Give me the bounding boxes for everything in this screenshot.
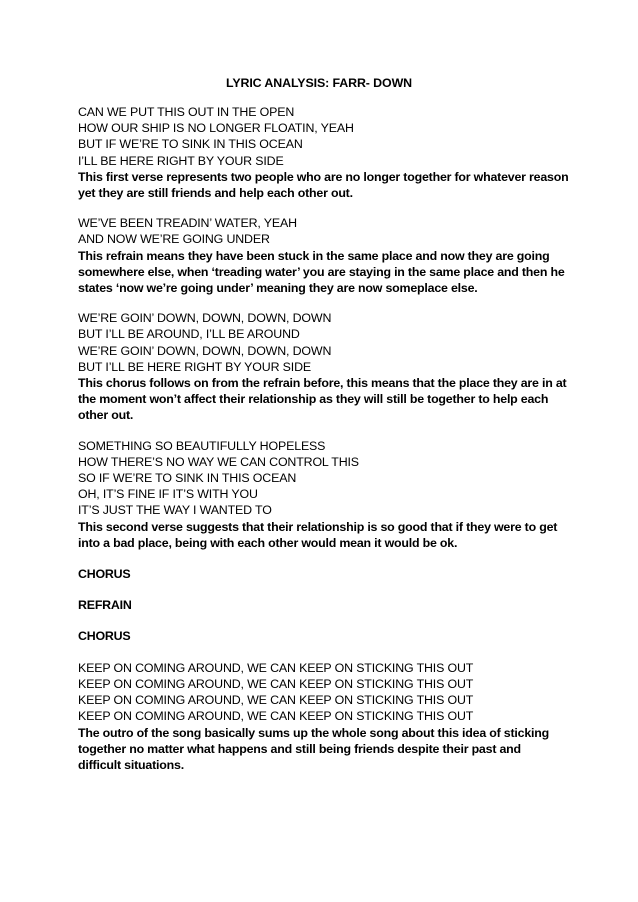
lyric-line: BUT IF WE’RE TO SINK IN THIS OCEAN	[78, 137, 303, 152]
analysis-line: into a bad place, being with each other would mean it would be ok.	[78, 535, 458, 550]
verse2-section	[78, 438, 578, 551]
lyric-line: WE’VE BEEN TREADIN’ WATER, YEAH	[78, 216, 297, 231]
lyric-line: KEEP ON COMING AROUND, WE CAN KEEP ON STICKING THIS OUT	[78, 660, 474, 675]
refrain-section	[78, 215, 578, 296]
analysis-line: This first verse represents two people who are no longer together for whatever reason	[78, 169, 569, 184]
lyric-line: I’LL BE HERE RIGHT BY YOUR SIDE	[78, 153, 284, 168]
analysis-line: This refrain means they have been stuck in the same place and now they are going	[78, 248, 550, 263]
lyric-line: IT’S JUST THE WAY I WANTED TO	[78, 503, 272, 518]
section-spacer	[78, 296, 578, 310]
lyric-line: WE’RE GOIN’ DOWN, DOWN, DOWN, DOWN	[78, 311, 332, 326]
analysis-line: The outro of the song basically sums up the whole song about this idea of sticking	[78, 725, 550, 740]
analysis-line: yet they are still friends and help each other out.	[78, 186, 353, 201]
analysis-line: This chorus follows on from the refrain before, this means that the place they are in at	[78, 376, 567, 391]
lyric-line: BUT I’LL BE HERE RIGHT BY YOUR SIDE	[78, 359, 311, 374]
lyric-line: HOW THERE’S NO WAY WE CAN CONTROL THIS	[78, 454, 359, 469]
analysis-line: states ‘now we’re going under’ meaning they are now someplace else.	[78, 281, 478, 296]
section-heading-chorus: CHORUS	[78, 567, 131, 582]
section-heading-refrain: REFRAIN	[78, 598, 132, 613]
outro-section	[78, 660, 578, 773]
lyric-line: OH, IT’S FINE IF IT’S WITH YOU	[78, 487, 258, 502]
lyric-line: WE’RE GOIN’ DOWN, DOWN, DOWN, DOWN	[78, 343, 332, 358]
lyric-line: SO IF WE’RE TO SINK IN THIS OCEAN	[78, 471, 297, 486]
analysis-line: somewhere else, when ‘treading water’ you are staying in the same place and then he	[78, 264, 565, 279]
lyric-line: HOW OUR SHIP IS NO LONGER FLOATIN, YEAH	[78, 121, 354, 136]
analysis-line: the moment won’t affect their relationship as they will still be together to help each	[78, 392, 549, 407]
lyric-line: KEEP ON COMING AROUND, WE CAN KEEP ON STICKING THIS OUT	[78, 693, 474, 708]
section-spacer	[78, 201, 578, 215]
analysis-line: together no matter what happens and still being friends despite their past and	[78, 741, 521, 756]
lyric-line: BUT I’LL BE AROUND, I’LL BE AROUND	[78, 327, 300, 342]
analysis-line: This second verse suggests that their relationship is so good that if they were to get	[78, 519, 558, 534]
lyric-line: SOMETHING SO BEAUTIFULLY HOPELESS	[78, 438, 326, 453]
lyric-line: AND NOW WE’RE GOING UNDER	[78, 232, 270, 247]
section-spacer	[78, 551, 578, 566]
verse1-section	[78, 104, 578, 201]
section-spacer	[78, 645, 578, 660]
section-spacer	[78, 424, 578, 438]
document-body	[78, 104, 578, 773]
section-spacer	[78, 582, 578, 597]
analysis-line: difficult situations.	[78, 757, 184, 772]
lyric-line: KEEP ON COMING AROUND, WE CAN KEEP ON STICKING THIS OUT	[78, 676, 474, 691]
analysis-line: other out.	[78, 408, 134, 423]
section-spacer	[78, 613, 578, 628]
chorus-section	[78, 310, 578, 423]
lyric-line: KEEP ON COMING AROUND, WE CAN KEEP ON STICKING THIS OUT	[78, 709, 474, 724]
section-heading-chorus: CHORUS	[78, 629, 131, 644]
lyric-line: CAN WE PUT THIS OUT IN THE OPEN	[78, 105, 295, 119]
document-title: LYRIC ANALYSIS: FARR- DOWN	[225, 76, 413, 90]
